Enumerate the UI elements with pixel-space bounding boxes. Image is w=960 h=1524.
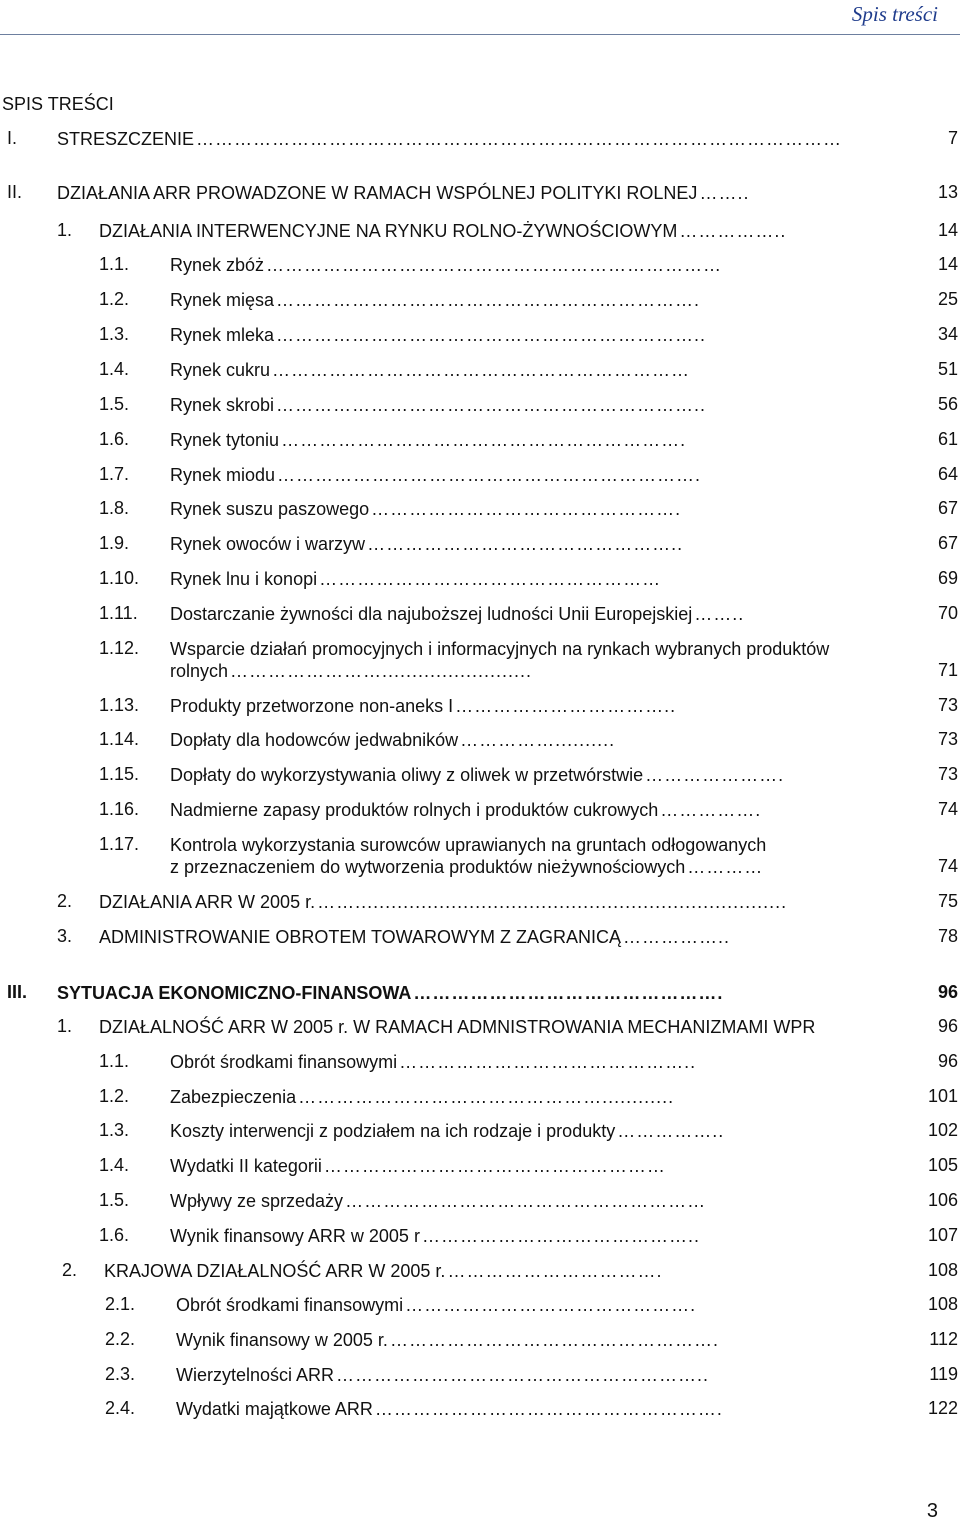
toc-leader-dots: ……………………………………………… [323, 1156, 666, 1176]
toc-entry-title-line: Wydatki II kategorii [170, 1156, 322, 1176]
toc-entry-title-line: Kontrola wykorzystania surowców uprawianych na gruntach odłogowanych [170, 835, 767, 855]
toc-leader-dots: ………………………………………. [405, 1295, 697, 1315]
toc-entry-number: II. [7, 182, 23, 202]
toc-entry-title-line: Dopłaty dla hodowców jedwabników [170, 730, 459, 750]
toc-heading: SPIS TREŚCI [2, 94, 114, 114]
toc-entry-number: 2.1. [105, 1294, 136, 1314]
toc-entry-title-line: Wierzytelności ARR [176, 1365, 335, 1385]
toc-leader-dots: ………………………………………………………….. [276, 395, 707, 415]
toc-leader-dots: …….. [694, 604, 745, 624]
toc-entry-title [170, 1086, 899, 1108]
toc-entry-page: 101 [927, 1086, 958, 1106]
toc-entry-title-line: DZIAŁANIA ARR PROWADZONE W RAMACH WSPÓLNEJ POLITYKI ROLNEJ [57, 183, 698, 203]
toc-entry-title-line: Rynek mleka [170, 325, 275, 345]
toc-entry-title [99, 926, 899, 948]
toc-entry-number: 1.4. [99, 1155, 130, 1175]
toc-leader-dots: ………………………………………………………… [272, 360, 691, 380]
toc-leader-dots: …………….. [623, 927, 731, 947]
toc-leader-dots: …………….. [617, 1121, 725, 1141]
toc-entry-page: 69 [937, 568, 958, 588]
toc-entry-page: 73 [937, 764, 958, 784]
toc-entry-page: 96 [937, 982, 958, 1002]
toc-entry-title-line: Nadmierne zapasy produktów rolnych i produktów cukrowych [170, 800, 659, 820]
toc-leader-dots: …….. [699, 183, 750, 203]
toc-entry-page: 56 [937, 394, 958, 414]
toc-entry-title [99, 1016, 899, 1038]
toc-entry-title-line: Dopłaty do wykorzystywania oliwy z oliwek w przetwórstwie [170, 765, 644, 785]
toc-leader-dots: ………………………………………………….. [336, 1365, 710, 1385]
toc-entry-title [170, 254, 899, 276]
toc-entry-title-line: DZIAŁALNOŚĆ ARR W 2005 r. W RAMACH ADMNISTROWANIA MECHANIZMAMI WPR [99, 1017, 816, 1037]
toc-entry-number: 1.15. [99, 764, 140, 784]
toc-entry-number: III. [7, 982, 28, 1002]
toc-entry-title [170, 533, 899, 555]
toc-entry-title [99, 891, 899, 913]
toc-entry-title [170, 359, 899, 381]
toc-entry-page: 96 [937, 1051, 958, 1071]
toc-entry-page: 74 [937, 799, 958, 819]
toc-leader-dots: ……………. [660, 800, 762, 820]
toc-entry-title-line: Rynek cukru [170, 360, 271, 380]
toc-entry-title [99, 220, 899, 242]
toc-entry-number: 1.12. [99, 638, 140, 658]
toc-entry-page: 108 [927, 1294, 958, 1314]
toc-entry-title-line: rolnych [170, 661, 229, 681]
toc-entry-title [170, 729, 899, 751]
toc-leader-dots: ………………………………………….. [367, 534, 684, 554]
toc-entry-page: 25 [937, 289, 958, 309]
toc-entry-page: 73 [937, 729, 958, 749]
toc-entry-title-line: Rynek miodu [170, 465, 276, 485]
toc-leader-dots: ………………………………………………………. [281, 430, 687, 450]
toc-entry-title-line: Rynek skrobi [170, 395, 275, 415]
toc-entry-title-line: STRESZCZENIE [57, 129, 195, 149]
toc-entry-title [170, 1190, 899, 1212]
toc-entry-number: 1.9. [99, 533, 130, 553]
toc-entry-number: 1.3. [99, 1120, 130, 1140]
toc-entry-title [170, 464, 899, 486]
toc-entry-title [170, 1120, 899, 1142]
toc-leader-dots: ………… [687, 857, 764, 877]
toc-entry-number: 1.5. [99, 1190, 130, 1210]
toc-entry-number: 1. [57, 220, 73, 240]
toc-entry-title-line: Rynek lnu i konopi [170, 569, 318, 589]
toc-entry-title [176, 1364, 899, 1386]
toc-entry-title-line: Wsparcie działań promocyjnych i informacyjnych na rynkach wybranych produktów [170, 639, 830, 659]
toc-entry-title-line: SYTUACJA EKONOMICZNO-FINANSOWA [57, 983, 412, 1003]
toc-entry-page: 67 [937, 498, 958, 518]
toc-entry-title-line: DZIAŁANIA INTERWENCYJNE NA RYNKU ROLNO-ŻYWNOŚCIOWYM [99, 221, 678, 241]
toc-entry-page: 119 [929, 1364, 958, 1384]
toc-entry-number: 1.5. [99, 394, 130, 414]
toc-entry-number: 2. [57, 891, 73, 911]
toc-entry-page: 61 [937, 429, 958, 449]
toc-entry-page: 70 [937, 603, 958, 623]
toc-entry-title [176, 1329, 899, 1351]
toc-entry-number: 1.11. [99, 603, 138, 623]
toc-leader-dots: ……........................................................................ [317, 892, 788, 912]
toc-entry-title-line: Wynik finansowy ARR w 2005 r [170, 1226, 420, 1246]
toc-leader-dots: ……………………………………………………………… [266, 255, 723, 275]
toc-entry-title-line: Obrót środkami finansowymi [176, 1295, 404, 1315]
toc-entry-title [170, 324, 899, 346]
toc-entry-number: 1.7. [99, 464, 130, 484]
toc-entry-title [170, 1051, 899, 1073]
toc-entry-page: 64 [937, 464, 958, 484]
toc-entry-title-line: Dostarczanie żywności dla najuboższej ludności Unii Europejskiej [170, 604, 693, 624]
toc-leader-dots: ………………………………………………… [345, 1191, 707, 1211]
toc-entry-number: 2.2. [105, 1329, 136, 1349]
toc-entry-title [170, 799, 899, 821]
toc-entry-number: 1.1. [99, 254, 130, 274]
toc-leader-dots: …………………………………………………………. [277, 465, 702, 485]
toc-leader-dots: ……………………………. [447, 1261, 663, 1281]
toc-entry-page: 105 [927, 1155, 958, 1175]
toc-entry-number: I. [7, 128, 18, 148]
toc-entry-title-line: Wydatki majątkowe ARR [176, 1399, 373, 1419]
toc-leader-dots: ……………………......................... [230, 661, 533, 681]
toc-entry-page: 78 [937, 926, 958, 946]
toc-entry-title [170, 394, 899, 416]
toc-entry-title-line: z przeznaczeniem do wytworzenia produktów nieżywnościowych [170, 857, 686, 877]
toc-entry-title-line: Rynek owoców i warzyw [170, 534, 366, 554]
toc-leader-dots: ……………………………………………. [389, 1330, 719, 1350]
toc-entry-number: 1.2. [99, 289, 130, 309]
toc-entry-page: 122 [927, 1398, 958, 1418]
toc-entry-page: 51 [937, 359, 958, 379]
toc-entry-number: 1.4. [99, 359, 130, 379]
toc-entry-number: 1.13. [99, 695, 140, 715]
toc-entry-number: 1.6. [99, 429, 130, 449]
toc-entry-title-line: Rynek zbóż [170, 255, 265, 275]
toc-entry-title-line: Wynik finansowy w 2005 r. [176, 1330, 388, 1350]
toc-entry-title [170, 834, 899, 878]
toc-entry-number: 1. [57, 1016, 73, 1036]
toc-leader-dots: …………………………………………………………. [276, 290, 701, 310]
toc-entry-title [57, 982, 899, 1004]
toc-entry-number: 1.1. [99, 1051, 130, 1071]
toc-leader-dots: …………………………………………. [371, 499, 682, 519]
toc-entry-title [170, 429, 899, 451]
toc-leader-dots: …………….. [679, 221, 787, 241]
toc-entry-number: 1.16. [99, 799, 140, 819]
toc-leader-dots: …………………………………….. [421, 1226, 700, 1246]
toc-entry-page: 75 [937, 891, 958, 911]
toc-leader-dots: …………………. [645, 765, 785, 785]
toc-entry-page: 107 [927, 1225, 958, 1245]
toc-entry-title-line: Obrót środkami finansowymi [170, 1052, 398, 1072]
toc-entry-page: 73 [937, 695, 958, 715]
toc-entry-number: 2. [62, 1260, 78, 1280]
toc-entry-title [170, 1225, 899, 1247]
toc-entry-title-line: Rynek tytoniu [170, 430, 280, 450]
toc-entry-title [176, 1398, 899, 1420]
toc-leader-dots: …………………………….. [455, 696, 677, 716]
toc-entry-number: 2.4. [105, 1398, 136, 1418]
toc-entry-page: 102 [927, 1120, 958, 1140]
toc-entry-title [170, 289, 899, 311]
toc-entry-page: 106 [927, 1190, 958, 1210]
toc-entry-title [170, 568, 899, 590]
toc-entry-title [57, 128, 899, 150]
toc-entry-title [57, 182, 899, 204]
toc-entry-page: 108 [927, 1260, 958, 1280]
toc-entry-page: 13 [937, 182, 958, 202]
toc-leader-dots: ………………………………………………………………………………………… [196, 129, 843, 149]
toc-entry-title [170, 695, 899, 717]
toc-leader-dots: ………………………………………………………….. [276, 325, 707, 345]
toc-leader-dots: …………………………………………............ [298, 1087, 675, 1107]
toc-entry-title [170, 498, 899, 520]
toc-leader-dots: ……………………………………………… [319, 569, 662, 589]
toc-entry-page: 71 [937, 660, 958, 680]
toc-entry-page: 34 [937, 324, 958, 344]
toc-entry-page: 14 [937, 220, 958, 240]
toc-entry-title-line: KRAJOWA DZIAŁALNOŚĆ ARR W 2005 r. [104, 1261, 446, 1281]
toc-entry-title [176, 1294, 899, 1316]
toc-entry-title-line: Koszty interwencji z podziałem na ich rodzaje i produkty [170, 1121, 616, 1141]
toc-entry-title-line: Rynek suszu paszowego [170, 499, 370, 519]
page-number: 3 [926, 1500, 938, 1522]
toc-entry-number: 1.6. [99, 1225, 130, 1245]
toc-entry-title [170, 603, 899, 625]
toc-entry-number: 1.2. [99, 1086, 130, 1106]
toc-leader-dots: …………….......... [460, 730, 616, 750]
toc-leader-dots: ……………………………………….. [399, 1052, 697, 1072]
toc-leader-dots: …………………………………………. [413, 983, 724, 1003]
toc-entry-title-line: Wpływy ze sprzedaży [170, 1191, 344, 1211]
toc-entry-title [170, 1155, 899, 1177]
toc-entry-number: 1.14. [99, 729, 140, 749]
toc-leader-dots: ………………………………………………. [374, 1399, 723, 1419]
toc-entry-page: 67 [937, 533, 958, 553]
toc-entry-title-line: Zabezpieczenia [170, 1087, 297, 1107]
toc-entry-number: 1.10. [99, 568, 140, 588]
toc-entry-title [104, 1260, 899, 1282]
toc-entry-number: 2.3. [105, 1364, 136, 1384]
toc-entry-title [170, 764, 899, 786]
toc-entry-number: 3. [57, 926, 73, 946]
toc-entry-title-line: Rynek mięsa [170, 290, 275, 310]
toc-entry-number: 1.8. [99, 498, 130, 518]
toc-entry-page: 7 [947, 128, 958, 148]
toc-entry-title-line: Produkty przetworzone non-aneks I [170, 696, 454, 716]
toc-entry-page: 96 [937, 1016, 958, 1036]
toc-entry-title [170, 638, 899, 682]
header-section-title: Spis treści [851, 2, 938, 26]
toc-entry-title-line: DZIAŁANIA ARR W 2005 r. [99, 892, 316, 912]
toc-entry-number: 1.17. [99, 834, 140, 854]
toc-entry-page: 14 [937, 254, 958, 274]
toc-entry-page: 112 [929, 1329, 958, 1349]
toc-entry-title-line: ADMINISTROWANIE OBROTEM TOWAROWYM Z ZAGRANICĄ [99, 927, 622, 947]
toc-entry-page: 74 [937, 856, 958, 876]
toc-entry-number: 1.3. [99, 324, 130, 344]
